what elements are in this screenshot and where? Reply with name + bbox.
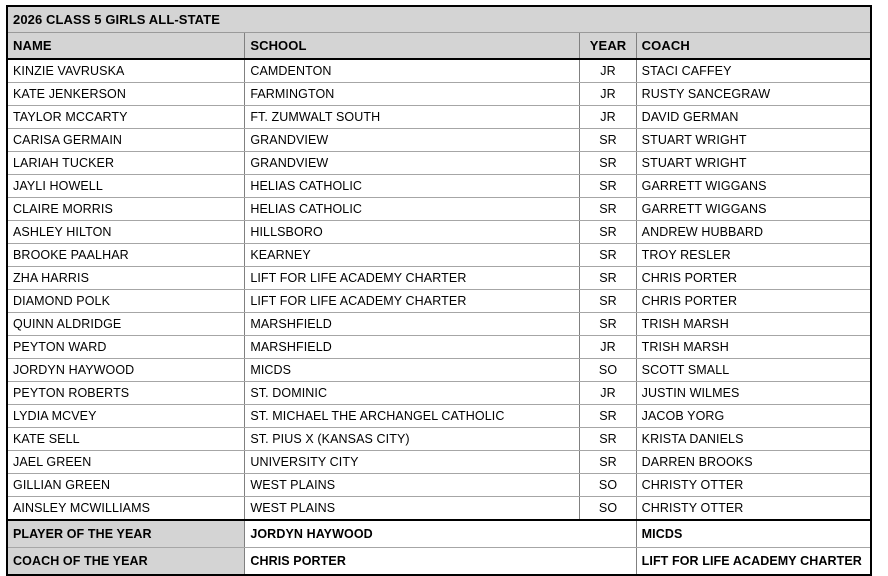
school-cell: LIFT FOR LIFE ACADEMY CHARTER — [245, 267, 580, 290]
year-cell: SR — [580, 267, 636, 290]
table-body — [7, 6, 871, 575]
table-row — [7, 336, 871, 359]
table-row — [7, 428, 871, 451]
year-cell: SO — [580, 474, 636, 497]
year-cell: SO — [580, 497, 636, 521]
table-row — [7, 129, 871, 152]
coach-cell: CHRISTY OTTER — [636, 474, 871, 497]
year-cell: SR — [580, 198, 636, 221]
year-cell: SR — [580, 221, 636, 244]
school-cell: CAMDENTON — [245, 59, 580, 83]
school-cell: KEARNEY — [245, 244, 580, 267]
coach-cell: GARRETT WIGGANS — [636, 198, 871, 221]
player-name-cell: ASHLEY HILTON — [7, 221, 245, 244]
coach-cell: DAVID GERMAN — [636, 106, 871, 129]
table-header-row — [7, 33, 871, 60]
table-row — [7, 474, 871, 497]
school-cell: ST. MICHAEL THE ARCHANGEL CATHOLIC — [245, 405, 580, 428]
year-cell: SR — [580, 290, 636, 313]
summary-label: PLAYER OF THE YEAR — [7, 520, 245, 548]
school-cell: MARSHFIELD — [245, 313, 580, 336]
player-name-cell: TAYLOR MCCARTY — [7, 106, 245, 129]
year-cell: SR — [580, 175, 636, 198]
school-cell: LIFT FOR LIFE ACADEMY CHARTER — [245, 290, 580, 313]
year-cell: SR — [580, 451, 636, 474]
coach-cell: ANDREW HUBBARD — [636, 221, 871, 244]
coach-cell: TRISH MARSH — [636, 336, 871, 359]
coach-cell: RUSTY SANCEGRAW — [636, 83, 871, 106]
table-row — [7, 106, 871, 129]
school-cell: GRANDVIEW — [245, 152, 580, 175]
school-cell: MICDS — [245, 359, 580, 382]
summary-value: JORDYN HAYWOOD — [245, 520, 636, 548]
player-name-cell: LARIAH TUCKER — [7, 152, 245, 175]
table-row — [7, 497, 871, 521]
player-name-cell: GILLIAN GREEN — [7, 474, 245, 497]
year-cell: SR — [580, 313, 636, 336]
table-row — [7, 152, 871, 175]
coach-cell: TROY RESLER — [636, 244, 871, 267]
summary-detail: LIFT FOR LIFE ACADEMY CHARTER — [636, 548, 871, 576]
school-cell: HILLSBORO — [245, 221, 580, 244]
player-name-cell: AINSLEY MCWILLIAMS — [7, 497, 245, 521]
table-row — [7, 83, 871, 106]
player-name-cell: QUINN ALDRIDGE — [7, 313, 245, 336]
player-name-cell: ZHA HARRIS — [7, 267, 245, 290]
player-name-cell: CARISA GERMAIN — [7, 129, 245, 152]
coach-cell: KRISTA DANIELS — [636, 428, 871, 451]
player-name-cell: PEYTON WARD — [7, 336, 245, 359]
coach-cell: TRISH MARSH — [636, 313, 871, 336]
school-cell: HELIAS CATHOLIC — [245, 175, 580, 198]
coach-cell: STUART WRIGHT — [636, 152, 871, 175]
coach-cell: CHRISTY OTTER — [636, 497, 871, 521]
summary-row — [7, 520, 871, 548]
table-row — [7, 198, 871, 221]
year-cell: SR — [580, 405, 636, 428]
coach-cell: JACOB YORG — [636, 405, 871, 428]
player-name-cell: KINZIE VAVRUSKA — [7, 59, 245, 83]
coach-cell: STUART WRIGHT — [636, 129, 871, 152]
summary-value: CHRIS PORTER — [245, 548, 636, 576]
player-name-cell: DIAMOND POLK — [7, 290, 245, 313]
table-row — [7, 382, 871, 405]
coach-cell: CHRIS PORTER — [636, 267, 871, 290]
table-row — [7, 290, 871, 313]
player-name-cell: KATE SELL — [7, 428, 245, 451]
school-cell: ST. PIUS X (KANSAS CITY) — [245, 428, 580, 451]
school-cell: FT. ZUMWALT SOUTH — [245, 106, 580, 129]
column-header-year[interactable]: YEAR — [580, 33, 636, 60]
column-header-school[interactable]: SCHOOL — [245, 33, 580, 60]
year-cell: SO — [580, 359, 636, 382]
year-cell: JR — [580, 59, 636, 83]
school-cell: UNIVERSITY CITY — [245, 451, 580, 474]
school-cell: MARSHFIELD — [245, 336, 580, 359]
year-cell: SR — [580, 428, 636, 451]
table-row — [7, 313, 871, 336]
year-cell: SR — [580, 129, 636, 152]
player-name-cell: CLAIRE MORRIS — [7, 198, 245, 221]
year-cell: SR — [580, 244, 636, 267]
summary-label: COACH OF THE YEAR — [7, 548, 245, 576]
school-cell: WEST PLAINS — [245, 497, 580, 521]
table-title-row — [7, 6, 871, 33]
all-state-table — [6, 5, 872, 576]
player-name-cell: KATE JENKERSON — [7, 83, 245, 106]
table-row — [7, 175, 871, 198]
year-cell: JR — [580, 83, 636, 106]
table-row — [7, 267, 871, 290]
school-cell: GRANDVIEW — [245, 129, 580, 152]
coach-cell: DARREN BROOKS — [636, 451, 871, 474]
player-name-cell: BROOKE PAALHAR — [7, 244, 245, 267]
coach-cell: CHRIS PORTER — [636, 290, 871, 313]
year-cell: JR — [580, 382, 636, 405]
table-row — [7, 221, 871, 244]
year-cell: JR — [580, 106, 636, 129]
summary-row — [7, 548, 871, 576]
table-row — [7, 244, 871, 267]
year-cell: SR — [580, 152, 636, 175]
all-state-table-container — [6, 5, 872, 576]
school-cell: ST. DOMINIC — [245, 382, 580, 405]
column-header-coach[interactable]: COACH — [636, 33, 871, 60]
table-row — [7, 59, 871, 83]
column-header-name[interactable]: NAME — [7, 33, 245, 60]
coach-cell: SCOTT SMALL — [636, 359, 871, 382]
player-name-cell: JORDYN HAYWOOD — [7, 359, 245, 382]
school-cell: WEST PLAINS — [245, 474, 580, 497]
player-name-cell: JAYLI HOWELL — [7, 175, 245, 198]
coach-cell: STACI CAFFEY — [636, 59, 871, 83]
table-row — [7, 405, 871, 428]
table-row — [7, 359, 871, 382]
player-name-cell: PEYTON ROBERTS — [7, 382, 245, 405]
year-cell: JR — [580, 336, 636, 359]
table-row — [7, 451, 871, 474]
player-name-cell: LYDIA MCVEY — [7, 405, 245, 428]
coach-cell: JUSTIN WILMES — [636, 382, 871, 405]
player-name-cell: JAEL GREEN — [7, 451, 245, 474]
summary-detail: MICDS — [636, 520, 871, 548]
table-title: 2026 CLASS 5 GIRLS ALL-STATE — [7, 6, 871, 33]
coach-cell: GARRETT WIGGANS — [636, 175, 871, 198]
school-cell: FARMINGTON — [245, 83, 580, 106]
school-cell: HELIAS CATHOLIC — [245, 198, 580, 221]
